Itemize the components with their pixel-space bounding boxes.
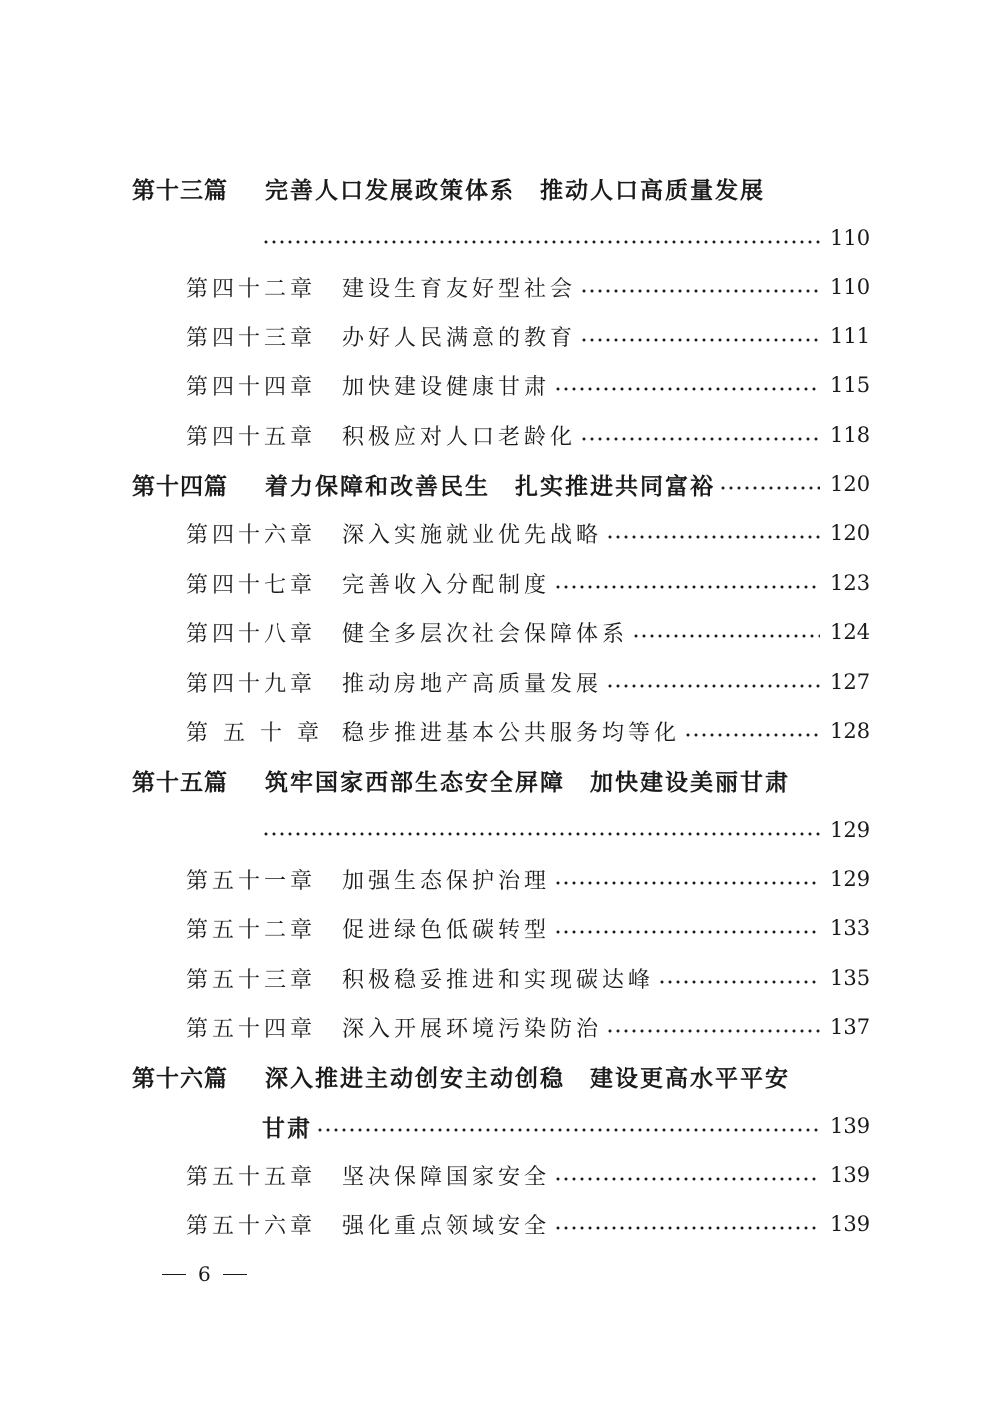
toc-chapter-44[interactable] (186, 367, 870, 403)
chapter-title: 健全多层次社会保障体系 (342, 621, 629, 647)
chapter-number: 第四十八章 (186, 621, 317, 647)
page-number: 120 (830, 472, 871, 496)
part-number: 第十五篇 (132, 769, 228, 796)
chapter-number: 第四十六章 (186, 522, 317, 548)
part-title: 着力保障和改善民生 扎实推进共同富裕 (265, 473, 715, 500)
toc-part-16-continued[interactable] (262, 1108, 870, 1144)
page-number: 139 (830, 1212, 871, 1236)
chapter-title: 坚决保障国家安全 (342, 1164, 551, 1190)
part-number: 第十六篇 (132, 1065, 228, 1092)
toc-chapter-46[interactable] (186, 515, 870, 551)
page-number: 110 (830, 275, 871, 299)
page-number: 128 (830, 719, 871, 743)
dot-leader (554, 881, 820, 885)
toc-chapter-43[interactable] (186, 318, 870, 354)
page-number: 139 (830, 1163, 871, 1187)
chapter-number: 第四十四章 (186, 374, 317, 400)
dot-leader (580, 338, 820, 342)
chapter-number: 第五十一章 (186, 868, 317, 894)
chapter-number: 第 五 十 章 (186, 720, 323, 746)
dot-leader (554, 930, 820, 934)
dot-leader (316, 1128, 820, 1132)
toc-chapter-50[interactable] (186, 713, 870, 749)
chapter-number: 第四十七章 (186, 572, 317, 598)
part-title: 筑牢国家西部生态安全屏障 加快建设美丽甘肃 (265, 769, 790, 796)
page-number: 118 (830, 423, 871, 447)
page-number: 115 (830, 373, 871, 397)
chapter-title: 推动房地产高质量发展 (342, 671, 603, 697)
toc-part-13[interactable] (132, 170, 870, 206)
dot-leader (554, 585, 820, 589)
dot-leader (262, 832, 820, 836)
chapter-title: 促进绿色低碳转型 (342, 917, 551, 943)
toc-chapter-49[interactable] (186, 664, 870, 700)
dot-leader (632, 634, 820, 638)
toc-part-13-leader (262, 220, 870, 256)
page-number: 111 (830, 324, 871, 348)
chapter-number: 第四十九章 (186, 671, 317, 697)
toc-part-15[interactable] (132, 762, 870, 798)
part-title-continued: 甘肃 (262, 1115, 312, 1142)
toc-part-16[interactable] (132, 1058, 870, 1094)
footer-page-number: 6 (198, 1262, 211, 1286)
part-title: 深入推进主动创安主动创稳 建设更高水平平安 (265, 1065, 790, 1092)
chapter-title: 深入实施就业优先战略 (342, 522, 603, 548)
toc-chapter-48[interactable] (186, 614, 870, 650)
dot-leader (262, 240, 820, 244)
dot-leader (606, 1029, 820, 1033)
chapter-title: 加强生态保护治理 (342, 868, 551, 894)
dot-leader (684, 733, 820, 737)
page-number: 127 (830, 670, 871, 694)
part-number: 第十四篇 (132, 473, 228, 500)
page-number: 120 (830, 521, 871, 545)
toc-chapter-52[interactable] (186, 910, 870, 946)
chapter-title: 稳步推进基本公共服务均等化 (342, 720, 681, 746)
chapter-title: 建设生育友好型社会 (342, 276, 577, 302)
page-number: 123 (830, 571, 871, 595)
dot-leader (658, 980, 820, 984)
chapter-number: 第四十三章 (186, 325, 317, 351)
part-title: 完善人口发展政策体系 推动人口高质量发展 (265, 177, 765, 204)
chapter-number: 第五十五章 (186, 1164, 317, 1190)
toc-part-14[interactable] (132, 466, 870, 502)
dot-leader (580, 289, 820, 293)
toc-chapter-54[interactable] (186, 1009, 870, 1045)
dot-leader (719, 486, 820, 490)
dot-leader (554, 1177, 820, 1181)
part-number: 第十三篇 (132, 177, 228, 204)
footer-dash-right (223, 1274, 247, 1275)
page-number: 133 (830, 916, 871, 940)
toc-chapter-55[interactable] (186, 1157, 870, 1193)
chapter-number: 第五十二章 (186, 917, 317, 943)
dot-leader (554, 1226, 820, 1230)
footer-dash-left (162, 1274, 186, 1275)
page-number: 129 (830, 867, 871, 891)
chapter-number: 第五十三章 (186, 967, 317, 993)
chapter-title: 完善收入分配制度 (342, 572, 551, 598)
dot-leader (554, 387, 820, 391)
page-number: 124 (830, 620, 871, 644)
toc-part-15-leader (262, 812, 870, 848)
page-number: 135 (830, 966, 871, 990)
page-footer (150, 1262, 259, 1286)
chapter-title: 积极应对人口老龄化 (342, 424, 577, 450)
toc-chapter-53[interactable] (186, 960, 870, 996)
toc-chapter-47[interactable] (186, 565, 870, 601)
toc-chapter-51[interactable] (186, 861, 870, 897)
dot-leader (580, 437, 820, 441)
chapter-number: 第五十四章 (186, 1016, 317, 1042)
chapter-number: 第四十二章 (186, 276, 317, 302)
chapter-title: 加快建设健康甘肃 (342, 374, 551, 400)
page-number: 110 (830, 226, 871, 250)
chapter-title: 办好人民满意的教育 (342, 325, 577, 351)
chapter-title: 深入开展环境污染防治 (342, 1016, 603, 1042)
toc-chapter-56[interactable] (186, 1206, 870, 1242)
dot-leader (606, 684, 820, 688)
chapter-title: 强化重点领域安全 (342, 1213, 551, 1239)
toc-chapter-45[interactable] (186, 417, 870, 453)
chapter-title: 积极稳妥推进和实现碳达峰 (342, 967, 655, 993)
page-number: 139 (830, 1114, 871, 1138)
chapter-number: 第五十六章 (186, 1213, 317, 1239)
toc-chapter-42[interactable] (186, 269, 870, 305)
page-number: 129 (830, 818, 871, 842)
chapter-number: 第四十五章 (186, 424, 317, 450)
dot-leader (606, 535, 820, 539)
page-number: 137 (830, 1015, 871, 1039)
